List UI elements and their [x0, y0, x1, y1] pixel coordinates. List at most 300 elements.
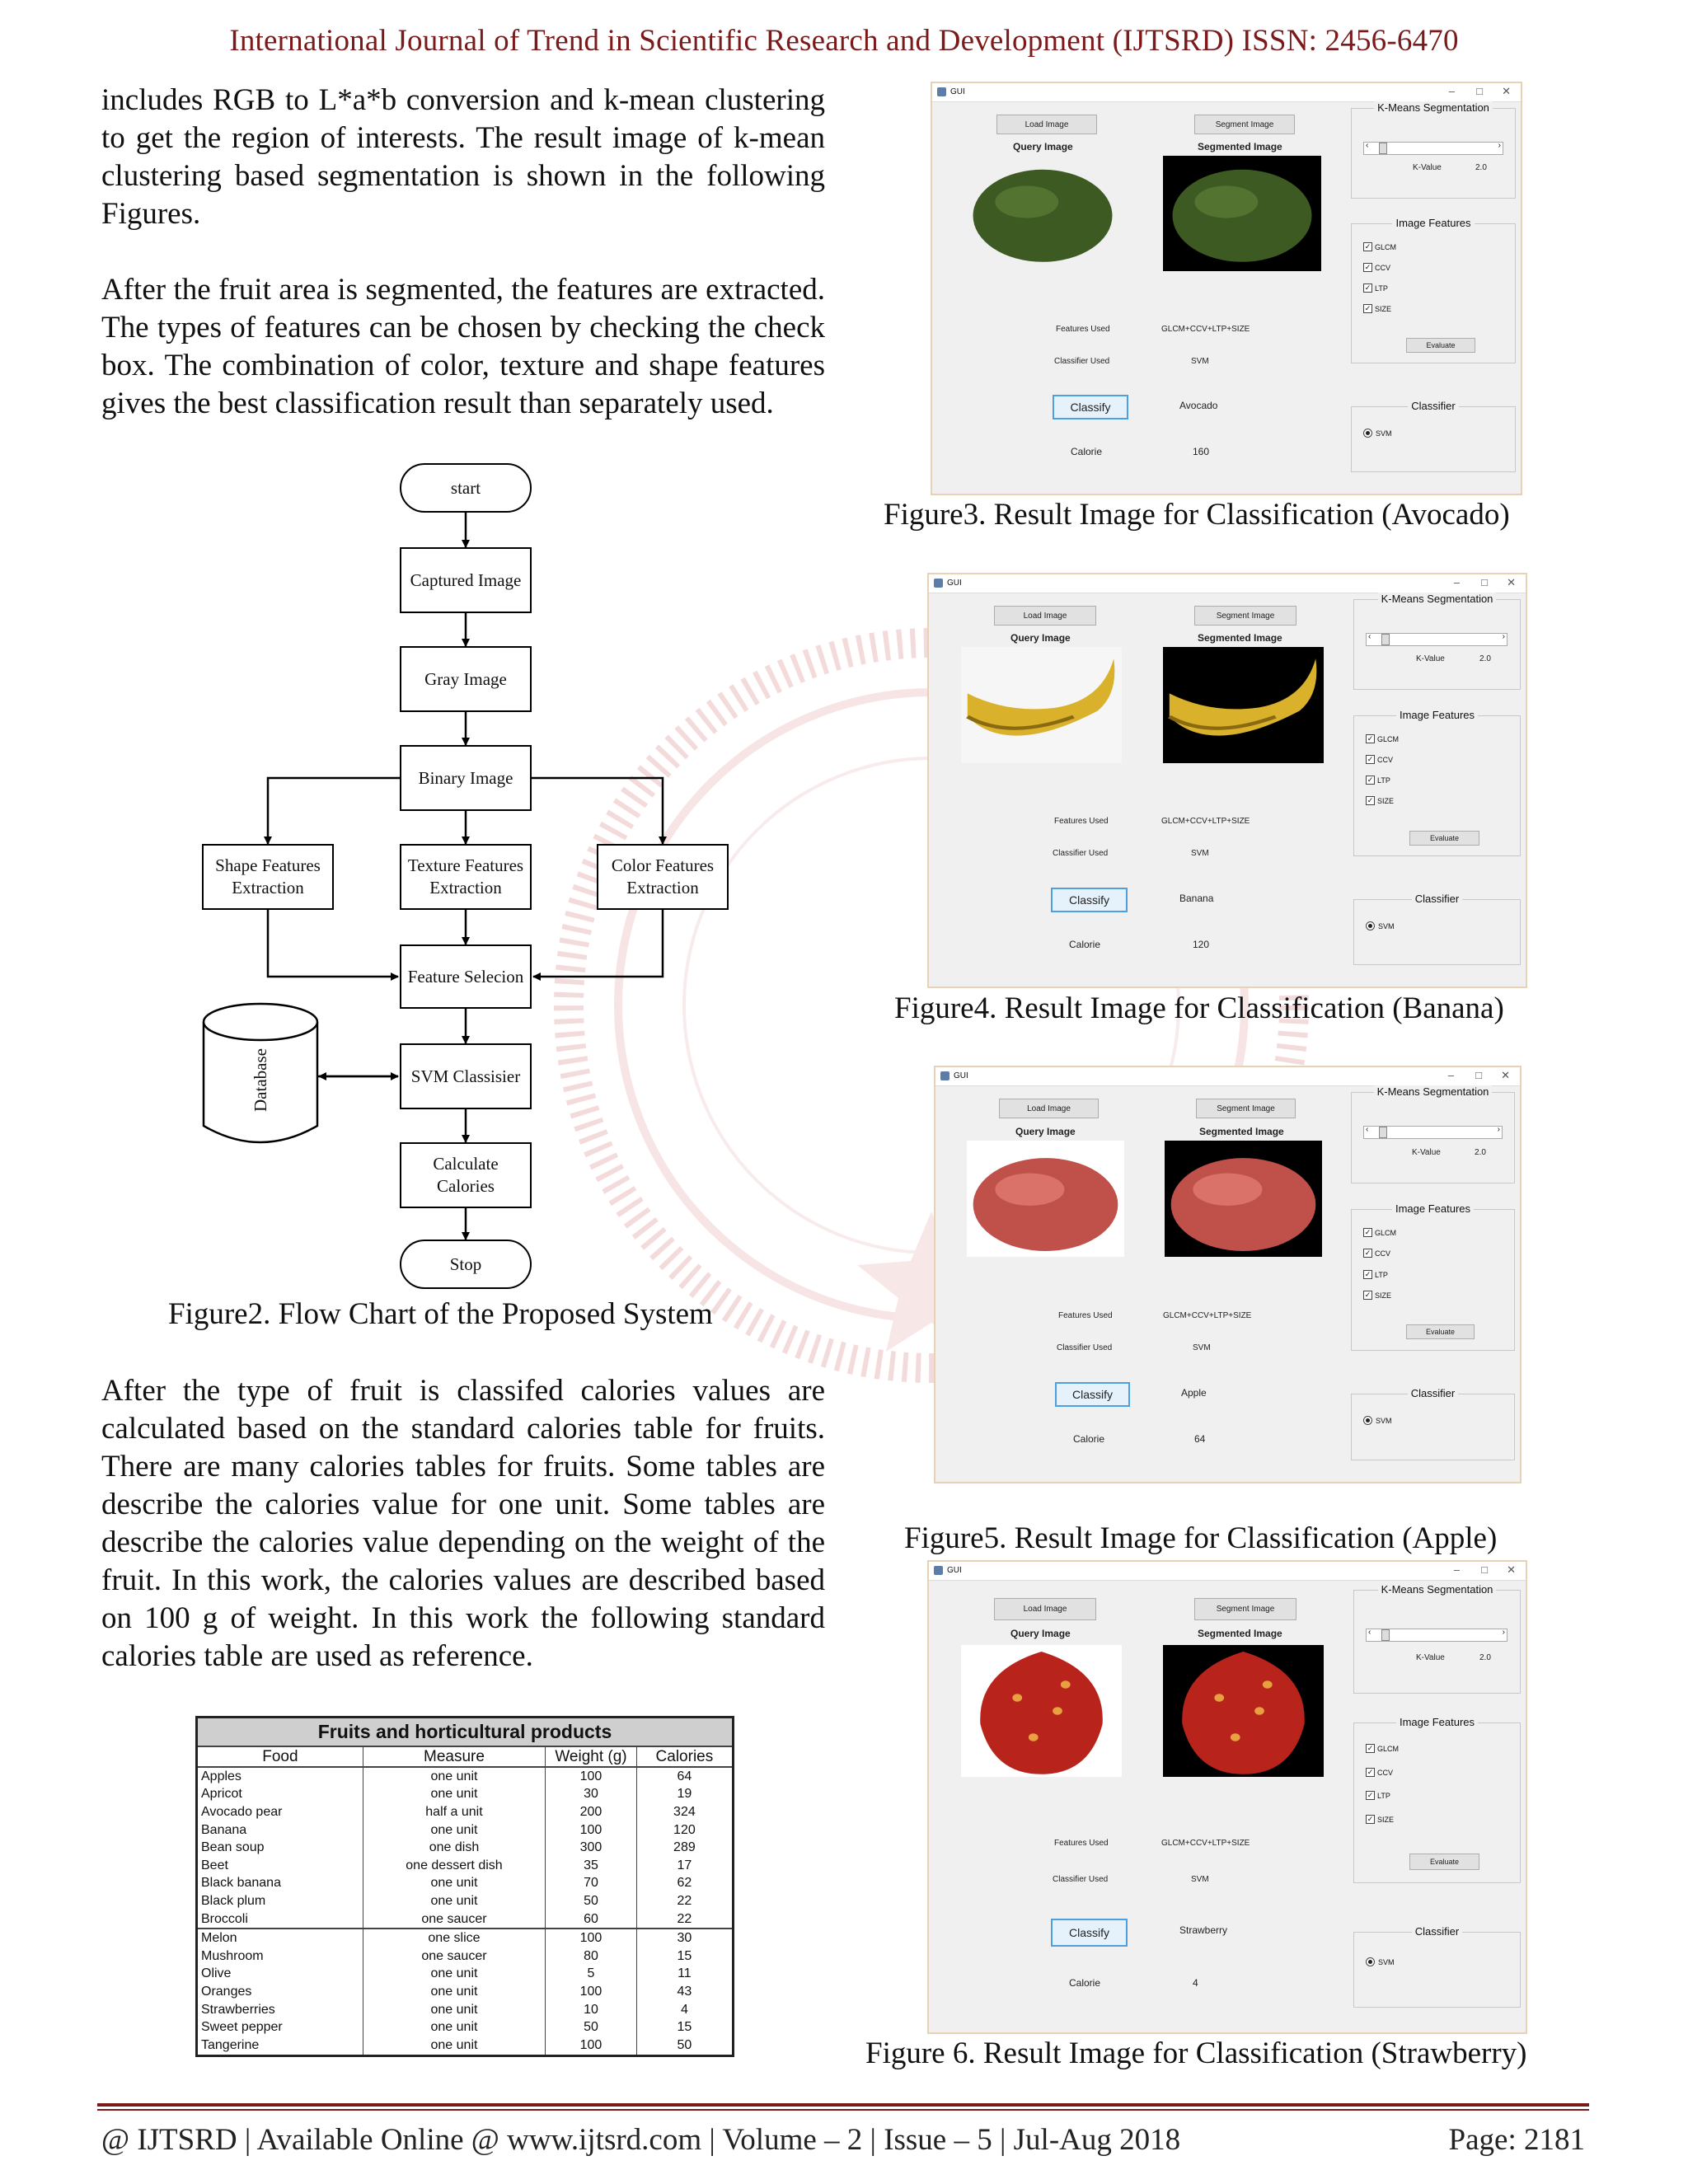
table-row [197, 1857, 734, 1875]
checkbox-checked-icon[interactable]: ✓ [1364, 263, 1372, 271]
classifier-used-value: SVM [1193, 1343, 1211, 1352]
ccv-checkbox[interactable] [1363, 1249, 1390, 1258]
calorie-label: Calorie [1071, 446, 1103, 457]
window-title: GUI [947, 1566, 962, 1575]
window-title: GUI [954, 1071, 968, 1080]
glcm-label: GLCM [1375, 1228, 1397, 1237]
ltp-checkbox[interactable] [1366, 776, 1390, 785]
ccv-checkbox[interactable] [1366, 1768, 1393, 1777]
table-row [197, 1892, 734, 1910]
calorie-value: 4 [1193, 1977, 1198, 1989]
flow-gray-image: Gray Image [400, 646, 532, 712]
features-used-label: Features Used [1054, 817, 1109, 826]
window-titlebar [929, 1562, 1526, 1581]
slider-right-arrow-icon[interactable]: › [1498, 141, 1501, 150]
table-cell: 50 [677, 2037, 692, 2052]
classify-button[interactable]: Classify [1051, 1919, 1128, 1947]
size-checkbox[interactable] [1363, 304, 1391, 313]
svm-radio[interactable] [1363, 429, 1392, 438]
table-cell: 35 [546, 1857, 637, 1875]
glcm-checkbox[interactable] [1363, 242, 1396, 251]
kmeans-panel [1351, 101, 1516, 199]
kvalue-label: K-Value [1416, 654, 1445, 663]
table-cell: one unit [363, 1786, 545, 1804]
table-cell: Broccoli [197, 1910, 363, 1929]
image-features-panel [1353, 709, 1521, 856]
classifier-panel [1353, 1925, 1521, 2008]
classify-button[interactable]: Classify [1053, 395, 1128, 419]
evaluate-button[interactable]: Evaluate [1409, 1854, 1479, 1870]
query-image [964, 156, 1122, 271]
table-cell: one dish [363, 1839, 545, 1857]
classifier-used-value: SVM [1191, 1875, 1209, 1884]
kmeans-title: K-Means Segmentation [1378, 593, 1497, 605]
maximize-icon[interactable]: □ [1481, 1563, 1488, 1576]
matlab-icon [940, 1071, 950, 1080]
table-cell: 100 [546, 2036, 637, 2055]
flow-shape-features: Shape Features Extraction [202, 844, 334, 910]
table-cell: Mushroom [197, 1947, 363, 1966]
load-image-button[interactable]: Load Image [996, 115, 1097, 134]
size-checkbox[interactable] [1366, 1815, 1394, 1824]
checkbox-checked-icon[interactable]: ✓ [1364, 284, 1372, 292]
slider-thumb[interactable] [1381, 634, 1390, 645]
table-cell: 100 [546, 1767, 637, 1786]
table-row [197, 1910, 734, 1929]
table-cell: 17 [677, 1858, 692, 1872]
table-cell: Apricot [197, 1786, 363, 1804]
table-cell: 4 [680, 2002, 688, 2017]
table-cell: Beet [197, 1857, 363, 1875]
table-row [197, 1966, 734, 1984]
maximize-icon[interactable]: □ [1475, 1069, 1482, 1081]
table-cell: 22 [677, 1911, 692, 1926]
table-cell: Oranges [197, 1983, 363, 2001]
flow-captured-image: Captured Image [400, 547, 532, 613]
close-icon[interactable]: ✕ [1501, 1069, 1510, 1081]
ccv-checkbox[interactable] [1363, 263, 1390, 272]
flow-svm-classifier: SVM Classisier [400, 1043, 532, 1109]
table-cell: half a unit [363, 1803, 545, 1821]
slider-left-arrow-icon[interactable]: ‹ [1366, 141, 1369, 150]
paragraph-segmentation: includes RGB to L*a*b conversion and k-mean clustering to get the region of interests. The result image of k-mean clustering based segmentation is shown in the following Figures. [101, 83, 825, 231]
ccv-label: CCV [1375, 263, 1391, 272]
table-header: Measure [363, 1746, 545, 1767]
ccv-label: CCV [1375, 1249, 1391, 1258]
svm-radio[interactable] [1366, 1957, 1395, 1966]
table-cell: 70 [546, 1875, 637, 1893]
image-features-panel [1351, 217, 1516, 363]
table-cell: 324 [673, 1804, 696, 1819]
size-checkbox[interactable] [1363, 1291, 1391, 1300]
checkbox-checked-icon[interactable]: ✓ [1364, 1291, 1372, 1299]
matlab-icon [934, 579, 943, 588]
svm-radio[interactable] [1366, 921, 1395, 930]
table-cell: Apples [197, 1767, 363, 1786]
segment-image-button[interactable]: Segment Image [1196, 1099, 1296, 1118]
radio-selected-icon[interactable] [1366, 1957, 1375, 1966]
query-image-label: Query Image [1013, 141, 1073, 152]
table-cell: 19 [677, 1787, 692, 1802]
table-cell: one unit [363, 2018, 545, 2036]
ltp-checkbox[interactable] [1366, 1791, 1390, 1800]
svm-radio[interactable] [1363, 1416, 1392, 1425]
table-cell: 200 [546, 1803, 637, 1821]
table-cell: 22 [677, 1893, 692, 1908]
checkbox-checked-icon[interactable]: ✓ [1364, 1270, 1372, 1278]
window-title: GUI [947, 579, 962, 588]
table-cell: Sweet pepper [197, 2018, 363, 2036]
classifier-title: Classifier [1412, 1925, 1462, 1938]
kmeans-title: K-Means Segmentation [1378, 1583, 1497, 1596]
checkbox-checked-icon[interactable]: ✓ [1367, 734, 1374, 743]
classifier-used-value: SVM [1191, 357, 1209, 366]
table-row [197, 1803, 734, 1821]
window-title: GUI [950, 87, 965, 96]
ltp-label: LTP [1377, 1791, 1390, 1800]
checkbox-checked-icon[interactable]: ✓ [1367, 1815, 1374, 1823]
minimize-icon[interactable]: – [1453, 576, 1460, 588]
table-cell: one unit [363, 1875, 545, 1893]
table-row [197, 1839, 734, 1857]
table-cell: 64 [677, 1769, 692, 1783]
table-header: Calories [636, 1746, 733, 1767]
ltp-checkbox[interactable] [1363, 1270, 1388, 1279]
table-cell: 120 [673, 1822, 696, 1837]
kvalue-slider[interactable] [1366, 1629, 1507, 1642]
kmeans-panel [1353, 1583, 1521, 1694]
svm-radio-label: SVM [1376, 429, 1392, 438]
image-features-title: Image Features [1396, 709, 1478, 721]
flow-texture-features: Texture Features Extraction [400, 844, 532, 910]
slider-left-arrow-icon[interactable]: ‹ [1366, 1125, 1369, 1134]
slider-thumb[interactable] [1381, 1629, 1390, 1641]
table-cell: one unit [363, 1983, 545, 2001]
query-image-label: Query Image [1015, 1126, 1076, 1137]
table-row [197, 1786, 734, 1804]
glcm-checkbox[interactable] [1363, 1228, 1396, 1237]
segmented-image [1163, 647, 1324, 763]
flow-color-features: Color Features Extraction [597, 844, 729, 910]
ltp-label: LTP [1377, 776, 1390, 785]
kmeans-title: K-Means Segmentation [1374, 101, 1493, 114]
radio-selected-icon[interactable] [1366, 921, 1375, 930]
query-image [967, 1141, 1124, 1257]
journal-header: International Journal of Trend in Scientific Research and Development (IJTSRD) ISSN: 2456-6470 [229, 24, 1459, 58]
table-cell: 60 [546, 1910, 637, 1929]
evaluate-button[interactable]: Evaluate [1406, 338, 1475, 353]
features-used-label: Features Used [1056, 325, 1110, 334]
checkbox-checked-icon[interactable]: ✓ [1364, 1228, 1372, 1236]
close-icon[interactable]: ✕ [1507, 1563, 1516, 1576]
figure3-caption: Figure3. Result Image for Classification (Avocado) [884, 498, 1510, 532]
segment-image-button[interactable]: Segment Image [1194, 1598, 1296, 1620]
features-used-value: GLCM+CCV+LTP+SIZE [1161, 817, 1250, 826]
slider-right-arrow-icon[interactable]: › [1502, 632, 1505, 641]
maximize-icon[interactable]: □ [1476, 85, 1483, 97]
kvalue-label: K-Value [1412, 1148, 1441, 1157]
flow-calculate-calories: Calculate Calories [400, 1142, 532, 1208]
kmeans-title: K-Means Segmentation [1374, 1085, 1493, 1098]
flow-database: Database [250, 1047, 270, 1112]
table-cell: Olive [197, 1966, 363, 1984]
table-cell: 30 [636, 1929, 733, 1947]
checkbox-checked-icon[interactable]: ✓ [1367, 776, 1374, 784]
slider-thumb[interactable] [1379, 143, 1387, 154]
gui-window-avocado [931, 82, 1522, 495]
table-row [197, 1929, 734, 1947]
segment-image-button[interactable]: Segment Image [1194, 606, 1296, 626]
classifier-used-label: Classifier Used [1054, 357, 1110, 366]
table-row [197, 1821, 734, 1840]
svm-radio-label: SVM [1376, 1416, 1392, 1425]
table-row [197, 1947, 734, 1966]
ccv-checkbox[interactable] [1366, 755, 1393, 764]
table-cell: Banana [197, 1821, 363, 1840]
gui-window-banana [927, 573, 1527, 988]
table-title: Fruits and horticultural products [197, 1718, 734, 1747]
image-features-title: Image Features [1396, 1716, 1478, 1728]
kvalue-readout: 2.0 [1479, 654, 1491, 663]
table-cell: 289 [673, 1840, 696, 1855]
figure5-caption: Figure5. Result Image for Classification (Apple) [904, 1521, 1498, 1555]
table-cell: 100 [546, 1821, 637, 1840]
segmented-image [1165, 1141, 1322, 1257]
table-cell: one dessert dish [363, 1857, 545, 1875]
kmeans-panel [1351, 1085, 1515, 1183]
kvalue-label: K-Value [1413, 163, 1442, 172]
checkbox-checked-icon[interactable]: ✓ [1364, 242, 1372, 251]
classifier-used-label: Classifier Used [1053, 849, 1109, 858]
slider-left-arrow-icon[interactable]: ‹ [1368, 1628, 1372, 1637]
size-label: SIZE [1375, 1291, 1392, 1300]
slider-right-arrow-icon[interactable]: › [1502, 1628, 1505, 1637]
table-cell: 50 [546, 2018, 637, 2036]
window-titlebar [932, 83, 1521, 102]
load-image-button[interactable]: Load Image [999, 1099, 1099, 1118]
checkbox-checked-icon[interactable]: ✓ [1367, 1791, 1374, 1799]
flow-chart [194, 462, 738, 1302]
image-features-panel [1351, 1202, 1515, 1351]
checkbox-checked-icon[interactable]: ✓ [1367, 1744, 1374, 1752]
close-icon[interactable]: ✕ [1502, 85, 1511, 97]
minimize-icon[interactable]: – [1453, 1563, 1460, 1576]
table-cell: one unit [363, 2001, 545, 2019]
table-cell: Black plum [197, 1892, 363, 1910]
table-cell: 10 [546, 2001, 637, 2019]
table-row [197, 1983, 734, 2001]
classifier-title: Classifier [1408, 1387, 1458, 1399]
kvalue-slider[interactable] [1363, 142, 1503, 155]
table-cell: 100 [546, 1983, 637, 2001]
query-image-label: Query Image [1010, 632, 1071, 644]
classifier-used-label: Classifier Used [1057, 1343, 1113, 1352]
features-used-label: Features Used [1054, 1839, 1109, 1848]
flow-feature-selection: Feature Selecion [400, 944, 532, 1009]
flow-start: start [400, 463, 532, 513]
query-image [961, 1645, 1122, 1777]
kvalue-label: K-Value [1416, 1653, 1445, 1662]
footer-rule-thin [97, 2109, 1589, 2111]
glcm-label: GLCM [1377, 1744, 1400, 1753]
minimize-icon[interactable]: – [1447, 1069, 1454, 1081]
ltp-label: LTP [1375, 1270, 1388, 1279]
table-cell: 50 [546, 1892, 637, 1910]
query-image [961, 647, 1122, 763]
classify-button[interactable]: Classify [1051, 888, 1128, 912]
matlab-icon [934, 1566, 943, 1575]
table-cell: one unit [363, 1767, 545, 1786]
checkbox-checked-icon[interactable]: ✓ [1364, 304, 1372, 312]
table-cell: one unit [363, 1966, 545, 1984]
calorie-value: 160 [1193, 446, 1210, 457]
classifier-title: Classifier [1412, 893, 1462, 905]
table-cell: Melon [197, 1929, 363, 1947]
table-row [197, 1875, 734, 1893]
checkbox-checked-icon[interactable]: ✓ [1367, 796, 1374, 804]
checkbox-checked-icon[interactable]: ✓ [1367, 1768, 1374, 1776]
flow-binary-image: Binary Image [400, 745, 532, 811]
evaluate-button[interactable]: Evaluate [1409, 831, 1479, 846]
classifier-title: Classifier [1408, 400, 1458, 412]
size-checkbox[interactable] [1366, 796, 1394, 805]
table-cell: Strawberries [197, 2001, 363, 2019]
table-cell: 62 [677, 1876, 692, 1891]
slider-thumb[interactable] [1379, 1127, 1387, 1138]
slider-left-arrow-icon[interactable]: ‹ [1368, 632, 1372, 641]
classify-button[interactable]: Classify [1055, 1382, 1130, 1407]
table-header: Food [197, 1746, 363, 1767]
page-footer [101, 2122, 1585, 2158]
ltp-checkbox[interactable] [1363, 284, 1388, 293]
radio-selected-icon[interactable] [1363, 1416, 1372, 1425]
ccv-label: CCV [1377, 755, 1394, 764]
figure2-caption: Figure2. Flow Chart of the Proposed System [168, 1297, 713, 1331]
table-cell: one saucer [363, 1947, 545, 1966]
table-row [197, 2001, 734, 2019]
kvalue-readout: 2.0 [1475, 1148, 1486, 1157]
classification-result: Banana [1179, 893, 1214, 904]
image-features-title: Image Features [1392, 1202, 1474, 1215]
glcm-checkbox[interactable] [1366, 1744, 1399, 1753]
table-cell: Tangerine [197, 2036, 363, 2055]
segmented-image-label: Segmented Image [1199, 1126, 1284, 1137]
segmented-image [1163, 1645, 1324, 1777]
classification-result: Avocado [1179, 400, 1218, 411]
table-cell: one saucer [363, 1910, 545, 1929]
classifier-panel [1351, 1387, 1515, 1460]
classification-result: Apple [1181, 1387, 1207, 1399]
maximize-icon[interactable]: □ [1481, 576, 1488, 588]
kvalue-slider[interactable] [1363, 1126, 1503, 1139]
calorie-label: Calorie [1069, 1977, 1101, 1989]
calorie-table [195, 1716, 734, 2057]
kvalue-readout: 2.0 [1479, 1653, 1491, 1662]
checkbox-checked-icon[interactable]: ✓ [1367, 755, 1374, 763]
gui-window-strawberry [927, 1560, 1527, 2034]
table-cell: 100 [546, 1929, 637, 1947]
database-label-wrap [240, 1043, 281, 1117]
gui-window-apple [934, 1066, 1522, 1483]
window-titlebar [935, 1067, 1520, 1086]
evaluate-button[interactable]: Evaluate [1406, 1324, 1475, 1339]
classifier-panel [1353, 893, 1521, 965]
classifier-used-value: SVM [1191, 849, 1209, 858]
footer-info: @ IJTSRD | Available Online @ www.ijtsrd.com | Volume – 2 | Issue – 5 | Jul-Aug 2018 [101, 2123, 1181, 2157]
flow-stop: Stop [400, 1240, 532, 1289]
table-row [197, 1767, 734, 1786]
calorie-value: 120 [1193, 939, 1210, 950]
table-cell: 15 [677, 1948, 692, 1963]
minimize-icon[interactable]: – [1448, 85, 1455, 97]
size-label: SIZE [1377, 1815, 1395, 1824]
glcm-label: GLCM [1375, 242, 1397, 251]
table-cell: Bean soup [197, 1839, 363, 1857]
classifier-panel [1351, 400, 1516, 472]
table-cell: 30 [546, 1786, 637, 1804]
kvalue-slider[interactable] [1366, 633, 1507, 646]
table-cell: 300 [546, 1839, 637, 1857]
segment-image-button[interactable]: Segment Image [1194, 115, 1295, 134]
table-cell: 80 [546, 1947, 637, 1966]
query-image-label: Query Image [1010, 1628, 1071, 1639]
checkbox-checked-icon[interactable]: ✓ [1364, 1249, 1372, 1257]
matlab-icon [937, 87, 946, 96]
paragraph-calories: After the type of fruit is classifed calories values are calculated based on the standard calories table for fruits. There are many calories tables for fruits. Some tables are describe the calories value for one unit. Some tables are describe the calories value depending on the weight of the fruit. In this work, the calories values are described based on 100 g of weight. In this work the following standard calories table are used as reference. [101, 1374, 825, 1673]
close-icon[interactable]: ✕ [1507, 576, 1516, 588]
glcm-label: GLCM [1377, 734, 1400, 743]
glcm-checkbox[interactable] [1366, 734, 1399, 743]
table-cell: Avocado pear [197, 1803, 363, 1821]
table-cell: one unit [363, 2036, 545, 2055]
table-header: Weight (g) [546, 1746, 637, 1767]
load-image-button[interactable]: Load Image [994, 606, 1096, 626]
table-cell: 15 [677, 2020, 692, 2035]
classifier-used-label: Classifier Used [1053, 1875, 1109, 1884]
features-used-label: Features Used [1058, 1311, 1113, 1320]
table-row [197, 2018, 734, 2036]
load-image-button[interactable]: Load Image [994, 1598, 1096, 1620]
ccv-label: CCV [1377, 1768, 1394, 1777]
kvalue-readout: 2.0 [1475, 163, 1487, 172]
segmented-image-label: Segmented Image [1198, 141, 1282, 152]
calorie-table-body [197, 1767, 734, 2055]
size-label: SIZE [1377, 796, 1395, 805]
radio-selected-icon[interactable] [1363, 429, 1372, 438]
table-cell: Black banana [197, 1875, 363, 1893]
segmented-image-label: Segmented Image [1198, 632, 1282, 644]
classification-result: Strawberry [1179, 1924, 1228, 1936]
image-features-title: Image Features [1392, 217, 1474, 229]
paragraph-features: After the fruit area is segmented, the features are extracted. The types of features can be chosen by checking the check box. The combination of color, texture and shape features gives the best classification result than separately used. [101, 273, 825, 420]
table-cell: one slice [363, 1929, 545, 1947]
kmeans-panel [1353, 593, 1521, 690]
calorie-label: Calorie [1069, 939, 1101, 950]
calorie-label: Calorie [1073, 1433, 1105, 1445]
calorie-value: 64 [1194, 1433, 1206, 1445]
slider-right-arrow-icon[interactable]: › [1497, 1125, 1500, 1134]
segmented-image-label: Segmented Image [1198, 1628, 1282, 1639]
segmented-image [1163, 156, 1321, 271]
page-number: Page: 2181 [1448, 2123, 1585, 2157]
ltp-label: LTP [1375, 284, 1388, 293]
window-titlebar [929, 574, 1526, 593]
svm-radio-label: SVM [1378, 1957, 1395, 1966]
figure4-caption: Figure4. Result Image for Classification (Banana) [894, 991, 1504, 1025]
features-used-value: GLCM+CCV+LTP+SIZE [1161, 325, 1250, 334]
features-used-value: GLCM+CCV+LTP+SIZE [1163, 1311, 1252, 1320]
footer-rule [97, 2103, 1589, 2107]
